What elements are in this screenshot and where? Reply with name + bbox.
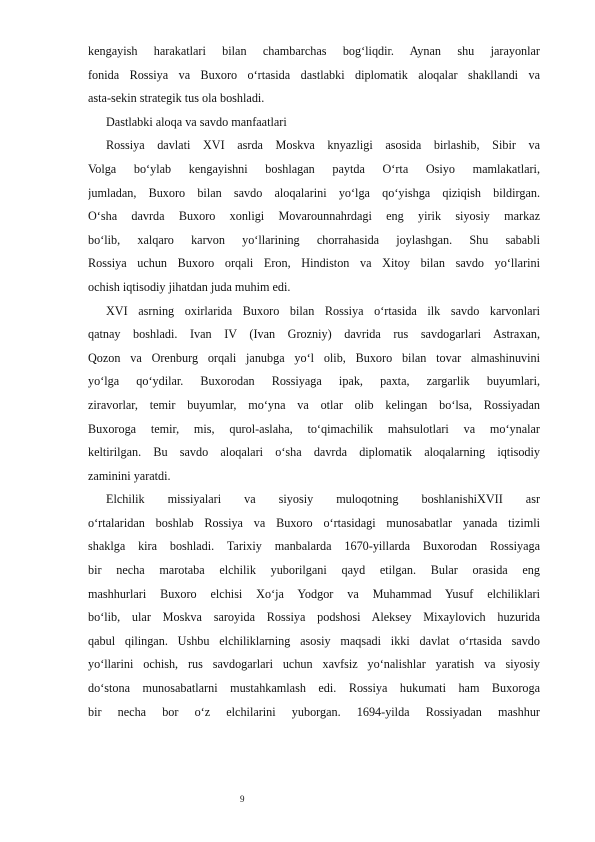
text-line: keltirilgan. Bu savdo aloqalari o‘sha davrda diplomatik aloqalarning iqtisodiy bbox=[88, 445, 540, 460]
text-line: o‘rtalaridan boshlab Rossiya va Buxoro o‘rtasidagi munosabatlar yanada tizimli bbox=[88, 515, 540, 530]
text-line: yo‘lga qo‘ydilar. Buxorodan Rossiyaga ipak, paxta, zargarlik buyumlari, bbox=[88, 374, 540, 389]
text-line: qatnay boshladi. Ivan IV (Ivan Grozniy) davrida rus savdogarlari Astraxan, bbox=[88, 327, 540, 342]
text-line: XVI asrning oxirlarida Buxoro bilan Rossiya o‘rtasida ilk savdo karvonlari bbox=[106, 303, 540, 318]
text-line: Dastlabki aloqa va savdo manfaatlari bbox=[106, 114, 287, 129]
text-line: Rossiya davlati XVI asrda Moskva knyazligi asosida birlashib, Sibir va bbox=[106, 138, 540, 153]
text-line: bir necha bor o‘z elchilarini yuborgan. 1694-yilda Rossiyadan mashhur bbox=[88, 704, 540, 719]
text-line: shaklga kira boshladi. Tarixiy manbalarda 1670-yillarda Buxorodan Rossiyaga bbox=[88, 539, 540, 554]
text-line: kengayish harakatlari bilan chambarchas bog‘liqdir. Aynan shu jarayonlar bbox=[88, 44, 540, 58]
text-line: Volga bo‘ylab kengayishni boshlagan paytda O‘rta Osiyo mamlakatlari, bbox=[88, 161, 540, 176]
text-line: ziravorlar, temir buyumlar, mo‘yna va otlar olib kelingan bo‘lsa, Rossiyadan bbox=[88, 397, 540, 412]
text-line: zaminini yaratdi. bbox=[88, 468, 171, 483]
text-line: bir necha marotaba elchilik yuborilgani qayd etilgan. Bular orasida eng bbox=[88, 563, 540, 578]
text-line: bo‘lib, xalqaro karvon yo‘llarining chorrahasida joylashgan. Shu sababli bbox=[88, 232, 540, 247]
page-number: 9 bbox=[240, 794, 245, 804]
text-line: mashhurlari Buxoro elchisi Xo‘ja Yodgor va Muhammad Yusuf elchiliklari bbox=[88, 586, 540, 601]
text-line: jumladan, Buxoro bilan savdo aloqalarini yo‘lga qo‘yishga qiziqish bildirgan. bbox=[88, 185, 540, 200]
text-line: do‘stona munosabatlarni mustahkamlash edi. Rossiya hukumati ham Buxoroga bbox=[88, 681, 540, 696]
text-line: fonida Rossiya va Buxoro o‘rtasida dastlabki diplomatik aloqalar shakllandi va bbox=[88, 67, 540, 82]
text-line: Elchilik missiyalari va siyosiy muloqotning boshlanishiXVII asr bbox=[106, 492, 540, 507]
text-line: ochish iqtisodiy jihatdan juda muhim edi. bbox=[88, 279, 291, 294]
text-line: asta-sekin strategik tus ola boshladi. bbox=[88, 91, 265, 106]
text-line: qabul qilingan. Ushbu elchiliklarning asosiy maqsadi ikki davlat o‘rtasida savdo bbox=[88, 633, 540, 648]
text-line: O‘sha davrda Buxoro xonligi Movarounnahrdagi eng yirik siyosiy markaz bbox=[88, 209, 540, 224]
text-line: Buxoroga temir, mis, qurol-aslaha, to‘qimachilik mahsulotlari va mo‘ynalar bbox=[88, 421, 540, 436]
text-line: bo‘lib, ular Moskva saroyida Rossiya podshosi Aleksey Mixaylovich huzurida bbox=[88, 610, 540, 625]
text-line: Rossiya uchun Buxoro orqali Eron, Hindiston va Xitoy bilan savdo yo‘llarini bbox=[88, 256, 540, 271]
text-line: yo‘llarini ochish, rus savdogarlari uchun xavfsiz yo‘nalishlar yaratish va siyosiy bbox=[88, 657, 540, 672]
body-text bbox=[88, 40, 540, 724]
text-line: Qozon va Orenburg orqali janubga yo‘l olib, Buxoro bilan tovar almashinuvini bbox=[88, 350, 540, 365]
